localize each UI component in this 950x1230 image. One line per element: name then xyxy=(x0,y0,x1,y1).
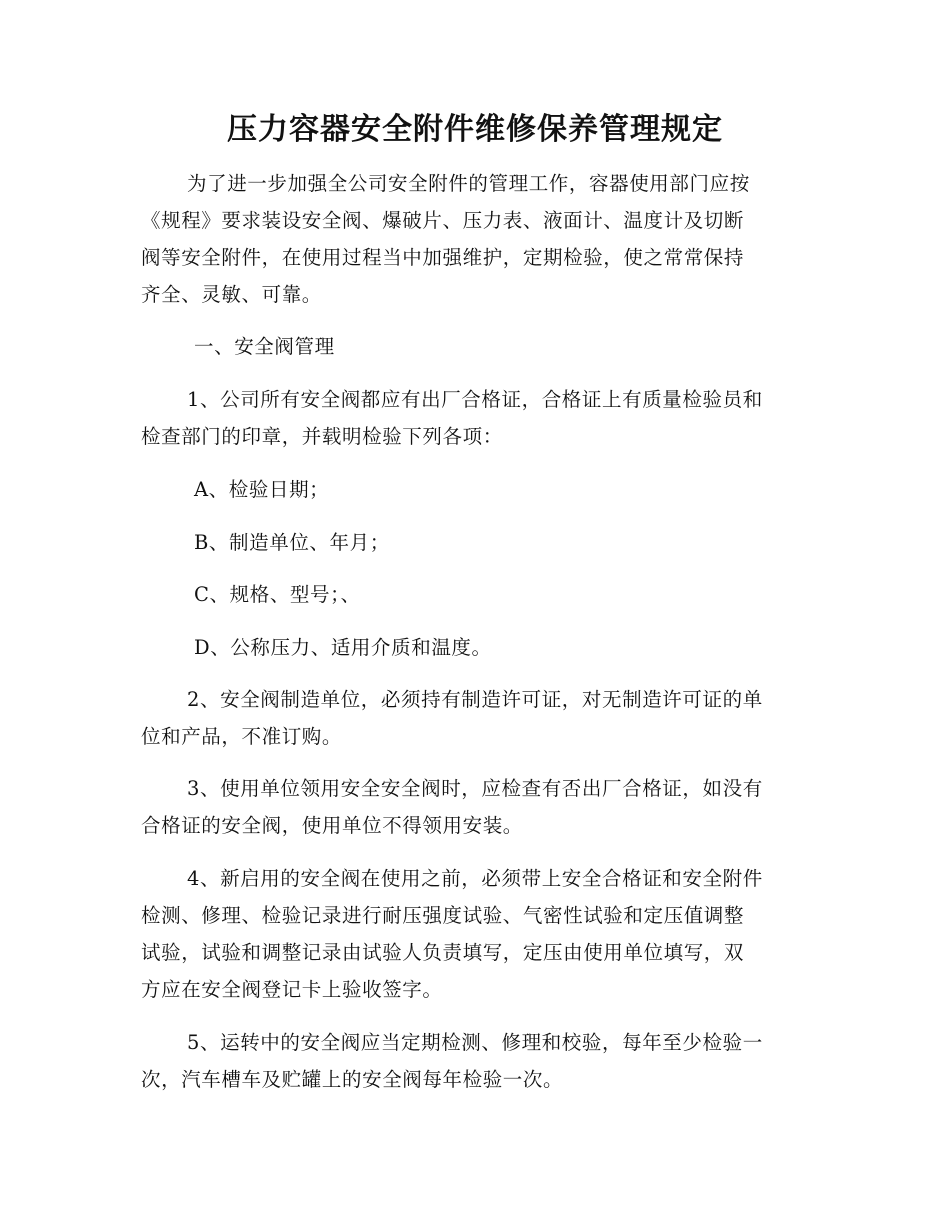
sub-item-b: B、制造单位、年月； xyxy=(194,531,390,554)
sub-item-c: C、规格、型号；、 xyxy=(194,583,361,606)
item-4-line-3: 试验，试验和调整记录由试验人负责填写，定压由使用单位填写，双 xyxy=(141,941,745,964)
item-4-line-1: 4、新启用的安全阀在使用之前，必须带上安全合格证和安全附件 xyxy=(187,867,763,890)
item-5-line-2: 次，汽车槽车及贮罐上的安全阀每年检验一次。 xyxy=(141,1068,564,1091)
item-1-line-2: 检查部门的印章，并载明检验下列各项： xyxy=(141,425,503,448)
paragraph-intro-line-3: 阀等安全附件，在使用过程当中加强维护，定期检验，使之常常保持 xyxy=(141,246,745,269)
item-3-line-2: 合格证的安全阀，使用单位不得领用安装。 xyxy=(141,814,523,837)
section-heading-safety-valve: 一、安全阀管理 xyxy=(194,335,335,358)
item-2-line-2: 位和产品，不准订购。 xyxy=(141,725,343,748)
item-2-line-1: 2、安全阀制造单位，必须持有制造许可证，对无制造许可证的单 xyxy=(187,688,763,711)
item-4-line-4: 方应在安全阀登记卡上验收签字。 xyxy=(141,978,443,1001)
item-3-line-1: 3、使用单位领用安全安全阀时，应检查有否出厂合格证，如没有 xyxy=(187,777,763,800)
sub-item-a: A、检验日期； xyxy=(194,478,330,501)
sub-item-d: D、公称压力、适用介质和温度。 xyxy=(194,636,492,659)
item-5-line-1: 5、运转中的安全阀应当定期检测、修理和校验，每年至少检验一 xyxy=(187,1031,763,1054)
item-1-line-1: 1、公司所有安全阀都应有出厂合格证，合格证上有质量检验员和 xyxy=(187,388,763,411)
document-title: 压力容器安全附件维修保养管理规定 xyxy=(227,112,723,147)
paragraph-intro-line-4: 齐全、灵敏、可靠。 xyxy=(141,283,322,306)
paragraph-intro-line-2: 《规程》要求装设安全阀、爆破片、压力表、液面计、温度计及切断 xyxy=(141,209,745,232)
item-4-line-2: 检测、修理、检验记录进行耐压强度试验、气密性试验和定压值调整 xyxy=(141,904,745,927)
paragraph-intro-line-1: 为了进一步加强全公司安全附件的管理工作，容器使用部门应按 xyxy=(187,172,750,195)
